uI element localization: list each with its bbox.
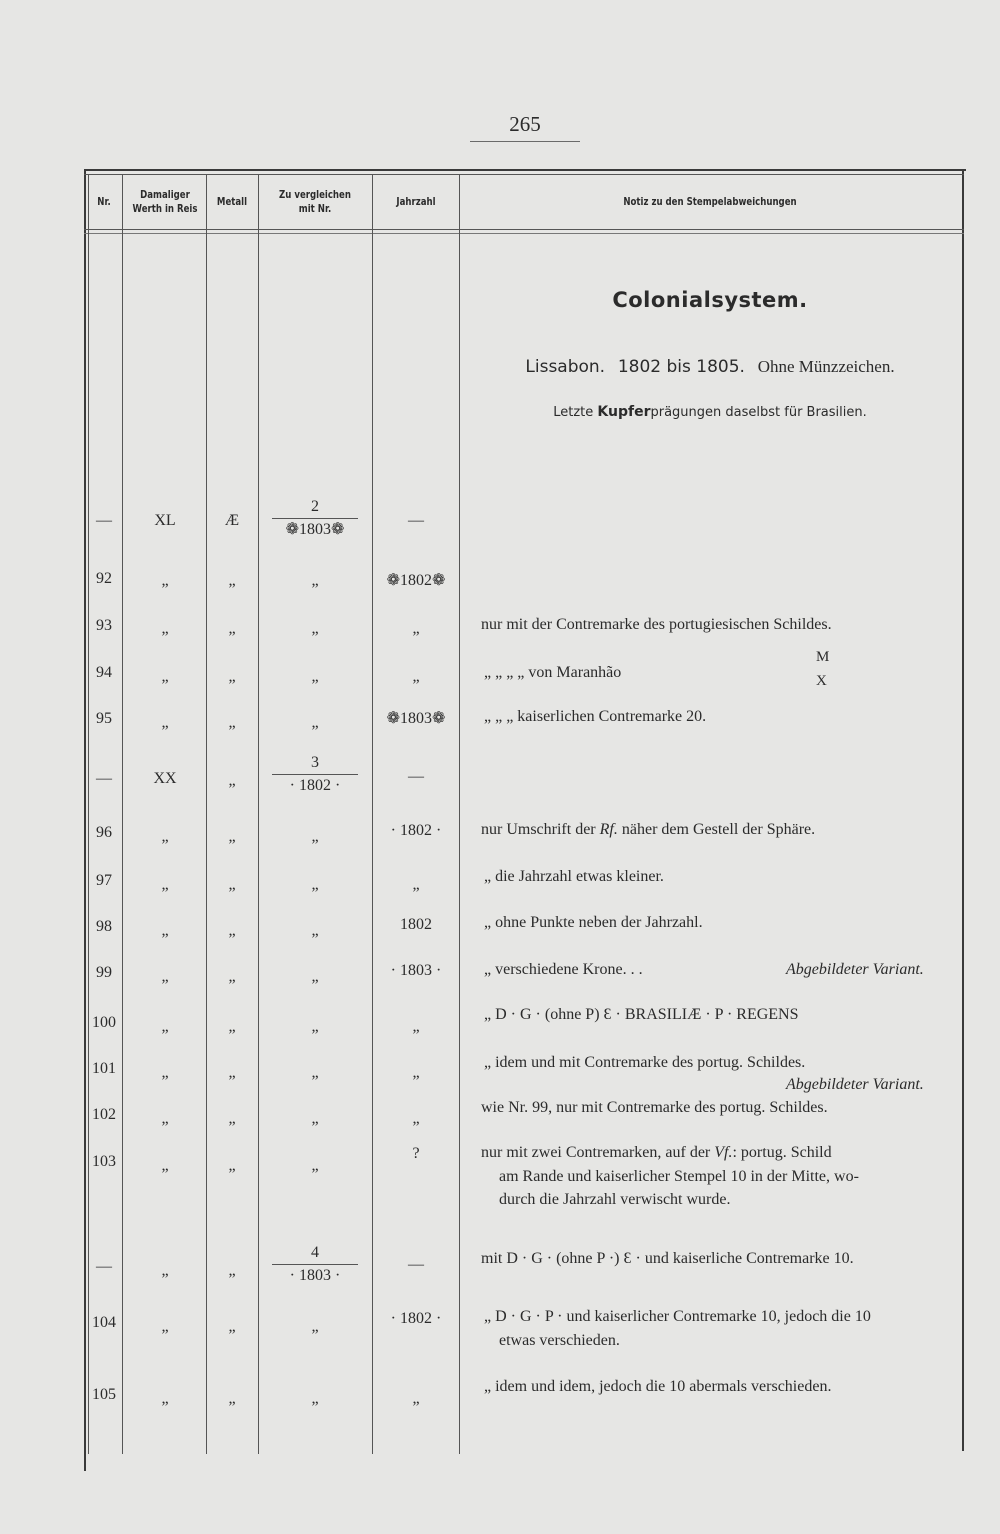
cell-metal: „ [228,922,236,939]
cell-value: „ [161,668,169,685]
mark-x: X [816,673,827,689]
cell-value: „ [161,876,169,893]
cell-compare [258,496,372,541]
compare-year: · 1803 · [272,1264,358,1287]
cell-compare: „ [311,1157,319,1174]
cell-metal: „ [228,668,236,685]
cell-note: wie Nr. 99, nur mit Contremarke des portug. Schildes. [481,1099,828,1116]
cell-nr: — [96,512,112,529]
cell-compare: „ [311,620,319,637]
cell-value: „ [161,1262,169,1279]
variant-label: Abgebildeter Variant. [786,1076,924,1093]
cell-value: „ [161,572,169,589]
note-text: : portug. Schild [732,1144,832,1161]
variant-label: Abgebildeter Variant. [786,961,924,978]
note-italic [786,959,924,981]
cell-note [481,1142,832,1164]
cell-year: „ [412,1390,420,1407]
compare-number: 3 [311,754,319,771]
note-text: nur Umschrift der [481,821,600,838]
subtitle2-bold: Kupfer [597,404,651,420]
cell-year: · 1802 · [390,822,442,839]
cell-year: — [408,512,424,529]
cell-metal: „ [228,1064,236,1081]
cell-compare: „ [311,1390,319,1407]
cell-note: „ idem und mit Contremarke des portug. Schildes. [484,1054,806,1071]
cell-note-line: etwas verschieden. [499,1332,620,1349]
cell-note: „ idem und idem, jedoch die 10 abermals verschieden. [484,1378,832,1395]
cell-year: ❁1803❁ [386,710,446,727]
cell-value: „ [161,1157,169,1174]
header-note: Notiz zu den Stempelabweichungen [623,195,797,208]
cell-nr: 104 [92,1314,116,1331]
header-nr: Nr. [97,195,111,208]
cell-note: „ ohne Punkte neben der Jahrzahl. [484,914,703,931]
cell-compare: „ [311,572,319,589]
compare-year: · 1802 · [272,774,358,797]
cell-note [481,819,815,841]
cell-compare: „ [311,714,319,731]
cell-compare: „ [311,1018,319,1035]
note-italic: Rf. [599,821,618,838]
cell-note: „ „ „ „ von Maranhão [484,664,622,681]
cell-metal: „ [228,1390,236,1407]
cell-value: „ [161,620,169,637]
rule [84,229,964,230]
cell-year: ? [412,1145,420,1162]
compare-year: ❁1803❁ [272,518,358,541]
subtitle2-part: prägungen daselbst für Brasilien. [650,405,867,420]
cell-note-line: durch die Jahrzahl verwischt wurde. [499,1191,731,1208]
subtitle-range: 1802 bis 1805. [617,357,745,377]
cell-nr: 99 [96,964,112,981]
cell-note: „ „ „ kaiserlichen Contremarke 20. [484,708,707,725]
page-number: 265 [470,112,580,142]
cell-year: „ [412,1064,420,1081]
cell-compare: „ [311,1064,319,1081]
rule [84,174,964,175]
cell-value: XL [154,512,176,529]
cell-value: „ [161,968,169,985]
cell-value: „ [161,1018,169,1035]
cell-nr: 103 [92,1153,116,1170]
cell-nr: 105 [92,1386,116,1403]
header-value: Damaliger Werth in Reis [132,188,198,215]
cell-metal: „ [228,876,236,893]
compare-number: 2 [311,498,319,515]
cell-nr: 101 [92,1060,116,1077]
cell-year: „ [412,1110,420,1127]
note-text: nur mit zwei Contremarken, auf der [481,1144,715,1161]
cell-value: „ [161,1110,169,1127]
cell-note: „ D · G · P · und kaiserlicher Contremarke 10, jedoch die 10 [484,1308,871,1325]
cell-metal: Æ [224,512,240,529]
cell-year: ❁1802❁ [386,572,446,589]
header-compare: Zu vergleichen mit Nr. [279,188,351,215]
cell-year: · 1803 · [390,962,442,979]
compare-number: 4 [311,1244,319,1261]
cell-year: „ [412,620,420,637]
cell-compare: „ [311,1110,319,1127]
cell-metal: „ [228,714,236,731]
cell-value: „ [161,922,169,939]
cell-nr: 96 [96,824,112,841]
header-metal: Metall [216,195,248,208]
cell-metal: „ [228,968,236,985]
subtitle2-part: Letzte [553,405,594,420]
cell-year: · 1802 · [390,1310,442,1327]
cell-metal: „ [228,620,236,637]
cell-year: „ [412,668,420,685]
cell-nr: — [96,770,112,787]
cell-compare [258,752,372,797]
cell-nr: 92 [96,570,112,587]
cell-value: „ [161,1318,169,1335]
section-subtitle-2 [460,404,960,420]
cell-metal: „ [228,1110,236,1127]
cell-year: — [408,768,424,785]
cell-nr: 102 [92,1106,116,1123]
cell-note: mit D · G · (ohne P ·) Ɛ · und kaiserliche Contremarke 10. [481,1250,854,1267]
cell-compare: „ [311,876,319,893]
cell-nr: — [96,1258,112,1275]
cell-metal: „ [228,1157,236,1174]
cell-nr: 100 [92,1014,116,1031]
cell-value: „ [161,1064,169,1081]
cell-metal: „ [228,1318,236,1335]
cell-metal: „ [228,772,236,789]
cell-nr: 97 [96,872,112,889]
cell-year: 1802 [400,916,432,933]
cell-compare: „ [311,668,319,685]
section-title: Colonialsystem. [612,288,808,312]
cell-note: nur mit der Contremarke des portugiesischen Schildes. [481,616,832,633]
cell-nr: 93 [96,617,112,634]
cell-compare: „ [311,922,319,939]
cell-compare: „ [311,968,319,985]
subtitle-rest: Ohne Münzzeichen. [757,357,895,376]
cell-metal: „ [228,1262,236,1279]
cell-value: XX [153,770,177,787]
cell-nr: 95 [96,710,112,727]
cell-metal: „ [228,1018,236,1035]
section-subtitle [460,357,960,377]
cell-compare: „ [311,828,319,845]
subtitle-city: Lissabon. [525,357,606,377]
note-italic: Vf. [714,1144,733,1161]
cell-note: „ D · G · (ohne P) Ɛ · BRASILIÆ · P · REGENS [484,1006,799,1023]
cell-note-line: am Rande und kaiserlicher Stempel 10 in der Mitte, wo- [499,1168,859,1185]
cell-nr: 94 [96,664,112,681]
note-italic [786,1074,924,1096]
rule [84,233,964,234]
cell-value: „ [161,828,169,845]
cell-note: „ die Jahrzahl etwas kleiner. [484,868,664,885]
cell-value: „ [161,714,169,731]
cell-metal: „ [228,828,236,845]
cell-value: „ [161,1390,169,1407]
cell-note: „ verschiedene Krone. . . [484,961,643,978]
cell-compare [258,1242,372,1287]
cell-year: — [408,1256,424,1273]
header-year: Jahrzahl [396,195,436,208]
cell-year: „ [412,876,420,893]
cell-nr: 98 [96,918,112,935]
cell-year: „ [412,1018,420,1035]
mark-m: M [816,649,830,665]
note-text: näher dem Gestell der Sphäre. [617,821,816,838]
cell-metal: „ [228,572,236,589]
cell-compare: „ [311,1318,319,1335]
